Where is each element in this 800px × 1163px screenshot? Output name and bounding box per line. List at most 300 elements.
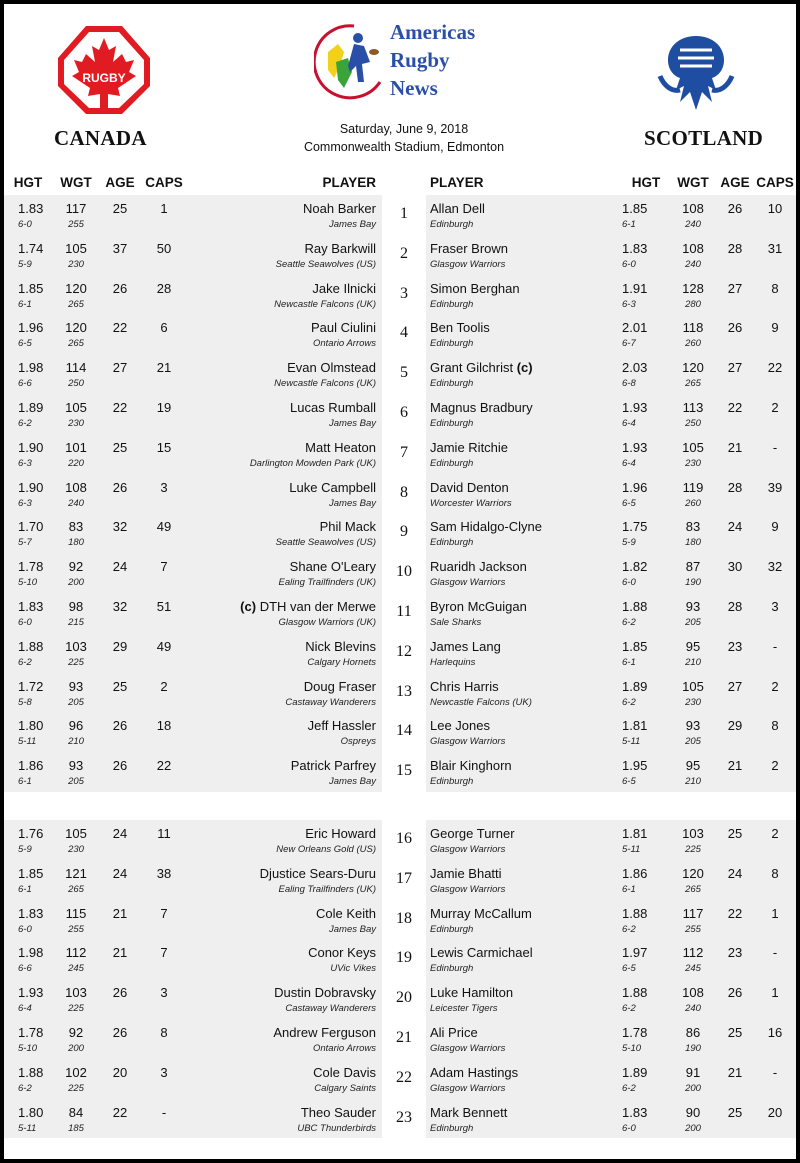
position-number: 13: [382, 673, 426, 713]
ca-age: 26: [100, 752, 140, 792]
height-m: 1.85: [622, 638, 648, 654]
ca-caps: 28: [140, 275, 188, 315]
sc-height: [622, 513, 670, 553]
weight-kg: 103: [682, 825, 704, 841]
player-name: Lucas Rumball: [290, 399, 376, 415]
weight-kg: 103: [65, 638, 87, 654]
sc-caps: 9: [754, 513, 796, 553]
weight-lb: 200: [685, 1122, 701, 1134]
weight-lb: 250: [68, 378, 84, 390]
ca-caps: 21: [140, 354, 188, 394]
weight-kg: 105: [65, 399, 87, 415]
height-ft: 6-0: [622, 577, 636, 589]
ca-age: 25: [100, 434, 140, 474]
player-club: James Bay: [329, 923, 376, 935]
weight-kg: 120: [65, 280, 87, 296]
player-row: [4, 712, 796, 752]
player-club: Seattle Seawolves (US): [275, 537, 376, 549]
player-club: Edinburgh: [430, 776, 474, 788]
player-row: [4, 820, 796, 860]
player-name: Ben Toolis: [430, 320, 490, 336]
sc-weight: [670, 820, 716, 860]
sc-age: 21: [716, 434, 754, 474]
match-venue: Commonwealth Stadium, Edmonton: [303, 140, 505, 154]
height-ft: 6-2: [622, 1003, 636, 1015]
ca-player: [188, 1059, 382, 1099]
player-name: Paul Ciulini: [310, 320, 376, 336]
position-number: 14: [382, 712, 426, 752]
player-row: [4, 752, 796, 792]
sc-caps: 2: [754, 820, 796, 860]
ca-height: [4, 979, 52, 1019]
ca-player: [188, 939, 382, 979]
sc-caps: -: [754, 1059, 796, 1099]
position-number: 2: [382, 235, 426, 275]
ca-caps: 1: [140, 195, 188, 235]
weight-kg: 113: [682, 399, 704, 415]
ca-age: 29: [100, 633, 140, 673]
weight-lb: 265: [685, 883, 701, 895]
ca-caps: 8: [140, 1019, 188, 1059]
position-number: 21: [382, 1019, 426, 1059]
player-club: James Bay: [329, 776, 376, 788]
sc-weight: [670, 939, 716, 979]
lineup-body: [4, 195, 796, 1138]
sc-age: 26: [716, 979, 754, 1019]
sc-age-header: AGE: [720, 174, 750, 190]
ca-age: 37: [100, 235, 140, 275]
player-row: [4, 275, 796, 315]
sc-weight: [670, 900, 716, 940]
ca-weight: [52, 195, 100, 235]
weight-kg: 120: [682, 360, 704, 376]
height-m: 1.78: [18, 559, 44, 575]
position-number: 12: [382, 633, 426, 673]
sc-age: 27: [716, 673, 754, 713]
height-ft: 6-1: [622, 883, 636, 895]
height-ft: 6-5: [622, 497, 636, 509]
height-m: 1.78: [18, 1024, 44, 1040]
sc-age: 28: [716, 235, 754, 275]
height-m: 1.75: [622, 519, 648, 535]
sc-caps: 2: [754, 673, 796, 713]
ca-player: [188, 900, 382, 940]
sc-height: [622, 900, 670, 940]
height-m: 1.78: [622, 1024, 648, 1040]
player-club: Edinburgh: [430, 923, 474, 935]
weight-lb: 230: [685, 696, 701, 708]
canada-title: CANADA: [54, 126, 147, 150]
sc-weight: [670, 354, 716, 394]
ca-age: 27: [100, 354, 140, 394]
player-name: Ali Price: [430, 1024, 478, 1040]
sc-age: 30: [716, 553, 754, 593]
player-club: Darlington Mowden Park (UK): [249, 457, 376, 469]
weight-lb: 185: [68, 1122, 84, 1134]
player-name: Grant Gilchrist: [430, 360, 514, 376]
player-row: [4, 474, 796, 514]
weight-lb: 215: [68, 616, 84, 628]
ca-height: [4, 820, 52, 860]
player-name: Nick Blevins: [305, 638, 376, 654]
player-row: [4, 1019, 796, 1059]
height-ft: 6-1: [622, 219, 636, 230]
height-ft: 5-10: [18, 577, 38, 589]
ca-weight: [52, 860, 100, 900]
player-row: [4, 354, 796, 394]
sc-age: 21: [716, 1059, 754, 1099]
ca-age: 22: [100, 314, 140, 354]
ca-height: [4, 673, 52, 713]
ca-height: [4, 900, 52, 940]
sc-weight: [670, 1019, 716, 1059]
height-ft: 5-11: [622, 843, 641, 855]
ca-weight: [52, 752, 100, 792]
player-name: Lee Jones: [430, 718, 490, 734]
player-name: David Denton: [430, 479, 509, 495]
height-m: 1.97: [622, 945, 648, 961]
ca-player: [188, 553, 382, 593]
height-m: 1.83: [622, 1104, 648, 1120]
height-m: 1.80: [18, 1104, 44, 1120]
ca-caps: 49: [140, 633, 188, 673]
sc-player: [426, 1059, 622, 1099]
player-club: Edinburgh: [430, 537, 474, 549]
sc-weight: [670, 593, 716, 633]
weight-kg: 93: [685, 718, 701, 734]
height-ft: 6-0: [18, 923, 32, 935]
height-m: 1.91: [622, 280, 648, 296]
player-name: Allan Dell: [430, 201, 485, 216]
height-ft: 6-6: [18, 378, 32, 390]
ca-caps: 18: [140, 712, 188, 752]
sc-age: 26: [716, 195, 754, 235]
height-ft: 6-2: [18, 1082, 32, 1094]
sc-player: [426, 673, 622, 713]
position-number: 15: [382, 752, 426, 792]
ca-weight: [52, 673, 100, 713]
ca-height: [4, 712, 52, 752]
player-name: Dustin Dobravsky: [274, 985, 376, 1001]
sc-age: 28: [716, 593, 754, 633]
ca-player: [188, 593, 382, 633]
player-club: Calgary Saints: [314, 1082, 376, 1094]
weight-lb: 210: [68, 736, 84, 748]
height-m: 1.96: [18, 320, 44, 336]
height-ft: 5-8: [18, 696, 32, 708]
height-ft: 6-4: [18, 1003, 32, 1015]
sc-player: [426, 1099, 622, 1139]
height-ft: 5-11: [622, 736, 641, 748]
sc-height: [622, 195, 670, 235]
weight-kg: 98: [68, 598, 84, 614]
position-number: 18: [382, 900, 426, 940]
ca-weight: [52, 820, 100, 860]
height-m: 1.81: [622, 825, 648, 841]
sc-player: [426, 394, 622, 434]
player-name: Phil Mack: [319, 519, 376, 535]
position-number: 9: [382, 513, 426, 553]
sc-height: [622, 593, 670, 633]
sc-player: [426, 712, 622, 752]
height-m: 1.88: [622, 985, 648, 1001]
height-ft: 6-2: [622, 1082, 636, 1094]
sc-caps: 8: [754, 275, 796, 315]
position-number: 8: [382, 474, 426, 514]
height-ft: 6-2: [622, 696, 636, 708]
weight-kg: 83: [685, 519, 701, 535]
ca-player: [188, 314, 382, 354]
column-headers: [4, 169, 796, 195]
ca-caps: 2: [140, 673, 188, 713]
weight-lb: 210: [685, 776, 701, 788]
ca-height: [4, 860, 52, 900]
ca-age: 22: [100, 1099, 140, 1139]
sc-caps: 10: [754, 195, 796, 235]
ca-age: 24: [100, 820, 140, 860]
weight-kg: 121: [65, 865, 87, 881]
sc-caps: 1: [754, 979, 796, 1019]
weight-lb: 265: [68, 298, 84, 310]
weight-kg: 102: [65, 1064, 87, 1080]
player-club: Edinburgh: [430, 338, 474, 350]
ca-age: 26: [100, 712, 140, 752]
sc-player: [426, 474, 622, 514]
ca-height: [4, 593, 52, 633]
weight-kg: 108: [682, 985, 704, 1001]
weight-kg: 101: [65, 439, 87, 455]
ca-height: [4, 633, 52, 673]
player-club: Harlequins: [430, 656, 476, 668]
ca-weight: [52, 474, 100, 514]
sc-height: [622, 354, 670, 394]
ca-player: [188, 235, 382, 275]
weight-lb: 205: [68, 696, 84, 708]
player-club: Glasgow Warriors (UK): [278, 616, 376, 628]
player-name: Shane O'Leary: [289, 559, 376, 575]
player-name: Jeff Hassler: [307, 718, 376, 734]
height-m: 1.81: [622, 718, 648, 734]
player-row: [4, 939, 796, 979]
height-m: 1.98: [18, 360, 44, 376]
sc-weight: [670, 673, 716, 713]
ca-caps: 6: [140, 314, 188, 354]
sc-height: [622, 979, 670, 1019]
pos-header: [382, 169, 426, 195]
ca-caps: 15: [140, 434, 188, 474]
height-m: 1.70: [18, 519, 44, 535]
player-row: [4, 633, 796, 673]
ca-age: 26: [100, 275, 140, 315]
player-club: Glasgow Warriors: [430, 1042, 506, 1054]
height-m: 1.93: [18, 985, 44, 1001]
ca-age: 22: [100, 394, 140, 434]
brand-line-2: Rugby: [390, 48, 450, 72]
player-name: Jamie Bhatti: [430, 865, 502, 881]
sc-player: [426, 434, 622, 474]
sc-weight: [670, 979, 716, 1019]
ca-weight: [52, 1059, 100, 1099]
ca-weight: [52, 1099, 100, 1139]
weight-kg: 105: [65, 825, 87, 841]
height-m: 1.89: [18, 399, 44, 415]
height-ft: 5-11: [18, 736, 37, 748]
height-ft: 6-7: [622, 338, 636, 350]
ca-height: [4, 1059, 52, 1099]
height-ft: 5-7: [18, 537, 32, 549]
ca-height: [4, 752, 52, 792]
player-name: Theo Sauder: [300, 1104, 376, 1120]
height-ft: 6-2: [622, 616, 636, 628]
weight-kg: 87: [685, 559, 701, 575]
sc-caps: 1: [754, 900, 796, 940]
player-club: Worcester Warriors: [430, 497, 512, 509]
sc-player: [426, 979, 622, 1019]
height-m: 1.85: [18, 280, 44, 296]
sc-player: [426, 275, 622, 315]
height-m: 1.83: [18, 201, 44, 216]
player-club: Glasgow Warriors: [430, 883, 506, 895]
ca-weight: [52, 394, 100, 434]
sc-caps: 8: [754, 860, 796, 900]
sc-age: 23: [716, 939, 754, 979]
weight-lb: 260: [685, 338, 701, 350]
weight-lb: 245: [685, 963, 701, 975]
player-name: Cole Davis: [313, 1064, 376, 1080]
player-row: [4, 673, 796, 713]
ca-player-header: PLAYER: [322, 174, 376, 190]
player-name: Ruaridh Jackson: [430, 559, 527, 575]
ca-player: [188, 712, 382, 752]
player-row: [4, 553, 796, 593]
player-name: Patrick Parfrey: [290, 758, 376, 774]
player-name: Ray Barkwill: [304, 240, 376, 256]
weight-kg: 108: [682, 201, 704, 216]
height-m: 1.89: [622, 678, 648, 694]
position-number: 7: [382, 434, 426, 474]
ca-player: [188, 820, 382, 860]
weight-kg: 105: [65, 240, 87, 256]
player-name: Mark Bennett: [430, 1104, 508, 1120]
player-row: [4, 593, 796, 633]
ca-player: [188, 474, 382, 514]
player-name: Byron McGuigan: [430, 598, 527, 614]
weight-lb: 190: [685, 1042, 701, 1054]
sc-weight: [670, 394, 716, 434]
player-name: Jake Ilnicki: [312, 280, 376, 296]
position-number: 10: [382, 553, 426, 593]
player-name: George Turner: [430, 825, 515, 841]
height-ft: 5-9: [18, 258, 32, 270]
sc-caps: 32: [754, 553, 796, 593]
sc-caps: 39: [754, 474, 796, 514]
ca-weight: [52, 434, 100, 474]
ca-age: 20: [100, 1059, 140, 1099]
sc-height: [622, 712, 670, 752]
player-row: [4, 513, 796, 553]
divider-cell: [4, 792, 796, 820]
player-name: Adam Hastings: [430, 1064, 519, 1080]
ca-age: 26: [100, 979, 140, 1019]
weight-lb: 190: [685, 577, 701, 589]
sc-caps: 31: [754, 235, 796, 275]
sc-height: [622, 673, 670, 713]
sc-caps: 2: [754, 394, 796, 434]
sc-caps: -: [754, 633, 796, 673]
sc-wgt-header: WGT: [677, 174, 709, 190]
sc-height: [622, 752, 670, 792]
ca-height: [4, 275, 52, 315]
sc-height: [622, 235, 670, 275]
height-m: 1.80: [18, 718, 44, 734]
weight-lb: 180: [68, 537, 84, 549]
weight-lb: 265: [685, 378, 701, 390]
sc-age: 25: [716, 1019, 754, 1059]
sc-height: [622, 1099, 670, 1139]
sc-weight: [670, 434, 716, 474]
weight-kg: 128: [682, 280, 704, 296]
ca-caps-header: CAPS: [145, 174, 183, 190]
lineup-sheet: [4, 4, 796, 1159]
sc-caps-header: CAPS: [756, 174, 794, 190]
sc-weight: [670, 712, 716, 752]
height-ft: 6-8: [622, 378, 636, 390]
player-club: Edinburgh: [430, 1122, 474, 1134]
height-m: 1.72: [18, 678, 44, 694]
player-name: Murray McCallum: [430, 905, 532, 921]
ca-age: 26: [100, 1019, 140, 1059]
height-m: 1.89: [622, 1064, 648, 1080]
sc-age: 29: [716, 712, 754, 752]
sc-age: 27: [716, 275, 754, 315]
height-ft: 5-9: [622, 537, 636, 549]
height-m: 1.76: [18, 825, 44, 841]
weight-lb: 255: [685, 923, 701, 935]
replacements-divider: [4, 792, 796, 820]
height-m: 1.86: [18, 758, 44, 774]
sc-player: [426, 939, 622, 979]
weight-lb: 255: [68, 923, 84, 935]
sc-caps: -: [754, 434, 796, 474]
player-club: Glasgow Warriors: [430, 736, 506, 748]
height-ft: 6-1: [18, 298, 32, 310]
ca-weight: [52, 900, 100, 940]
height-m: 1.74: [18, 240, 44, 256]
player-name: Conor Keys: [308, 945, 376, 961]
weight-kg: 108: [682, 240, 704, 256]
ca-player: [188, 394, 382, 434]
scotland-rugby-thistle-logo: [650, 30, 742, 114]
header: [4, 4, 796, 167]
position-number: 3: [382, 275, 426, 315]
height-m: 1.95: [622, 758, 648, 774]
match-date: Saturday, June 9, 2018: [339, 122, 469, 136]
weight-kg: 95: [685, 638, 701, 654]
brand-line-3: News: [390, 76, 438, 100]
height-ft: 6-5: [622, 776, 636, 788]
height-m: 1.88: [18, 1064, 44, 1080]
player-club: Ealing Trailfinders (UK): [278, 883, 376, 895]
weight-kg: 115: [65, 905, 87, 921]
player-club: Calgary Hornets: [307, 656, 376, 668]
player-club: James Bay: [329, 497, 376, 509]
weight-lb: 200: [685, 1082, 701, 1094]
sc-caps: 16: [754, 1019, 796, 1059]
sc-player: [426, 354, 622, 394]
weight-lb: 225: [68, 656, 84, 668]
player-club: Castaway Wanderers: [285, 1003, 376, 1015]
position-number: 5: [382, 354, 426, 394]
